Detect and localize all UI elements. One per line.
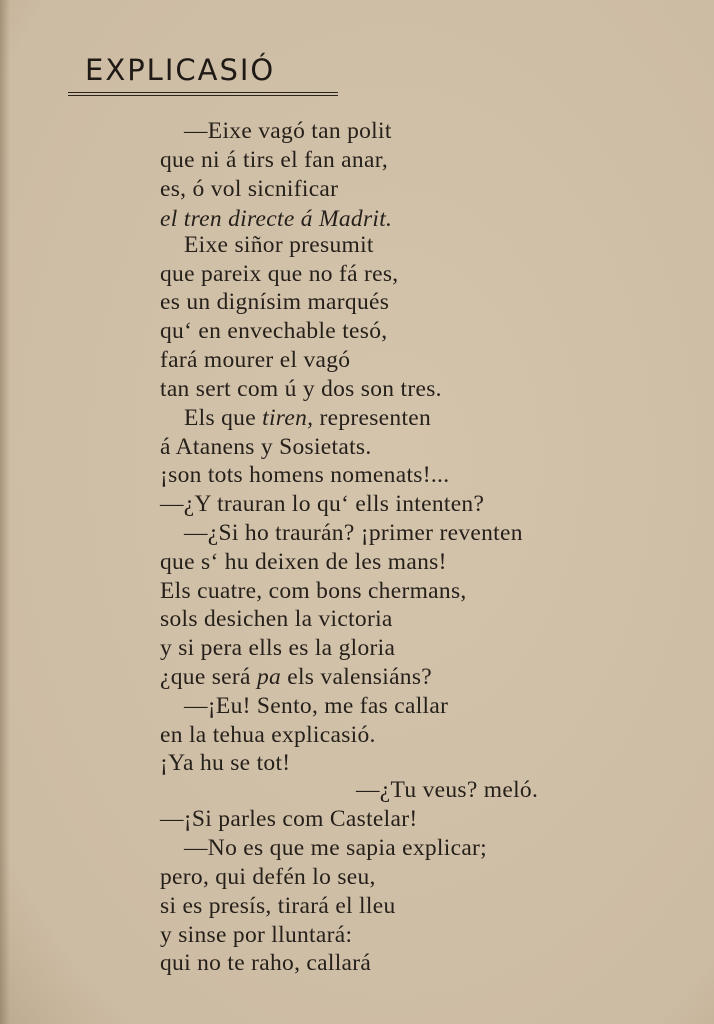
poem-line: á Atanens y Sosietats. <box>160 434 372 460</box>
poem-line: Eixe siñor presumit <box>184 232 374 258</box>
poem-line: que pareix que no fá res, <box>160 261 399 287</box>
poem-line: qui no te raho, callará <box>160 950 372 976</box>
poem-line: fará mourer el vagó <box>160 347 351 373</box>
poem-line: que ni á tirs el fan anar, <box>160 147 389 173</box>
poem-line: si es presís, tirará el lleu <box>160 893 396 919</box>
heading-block <box>68 50 338 96</box>
poem-line: y sinse por lluntará: <box>160 922 353 948</box>
poem-line: Els cuatre, com bons chermans, <box>160 578 467 604</box>
poem-line: Els que tiren, representen <box>184 405 432 431</box>
poem-line: que s‘ hu deixen de les mans! <box>160 549 447 575</box>
poem-line: en la tehua explicasió. <box>160 722 376 748</box>
poem-heading: EXPLICASIÓ <box>85 53 276 87</box>
poem-line: ¡Ya hu se tot! <box>160 750 291 776</box>
poem-line: —Eixe vagó tan polit <box>184 118 392 144</box>
poem-line: es, ó vol sicnificar <box>160 176 339 202</box>
heading-double-rule <box>68 92 338 96</box>
poem-line: —¡Eu! Sento, me fas callar <box>184 693 449 719</box>
poem-line: el tren directe á Madrit. <box>160 206 393 232</box>
poem-line: es un dignísim marqués <box>160 289 390 315</box>
poem-line: ¿que será pa els valensiáns? <box>160 664 433 690</box>
poem-line: —¿Tu veus? meló. <box>356 777 539 803</box>
poem-line: —No es que me sapia explicar; <box>184 835 488 861</box>
poem-line: tan sert com ú y dos son tres. <box>160 376 442 402</box>
poem-line: —¡Si parles com Castelar! <box>160 806 418 832</box>
poem-line: sols desichen la victoria <box>160 606 393 632</box>
poem-line: ¡son tots homens nomenats!... <box>160 462 450 488</box>
poem-line: pero, qui defén lo seu, <box>160 864 376 890</box>
poem-line: qu‘ en envechable tesó, <box>160 318 388 344</box>
page-binding-edge <box>0 0 10 1024</box>
poem-line: —¿Y trauran lo qu‘ ells intenten? <box>160 491 485 517</box>
poem-line: y si pera ells es la gloria <box>160 635 396 661</box>
poem-line: —¿Si ho traurán? ¡primer reventen <box>184 520 523 546</box>
